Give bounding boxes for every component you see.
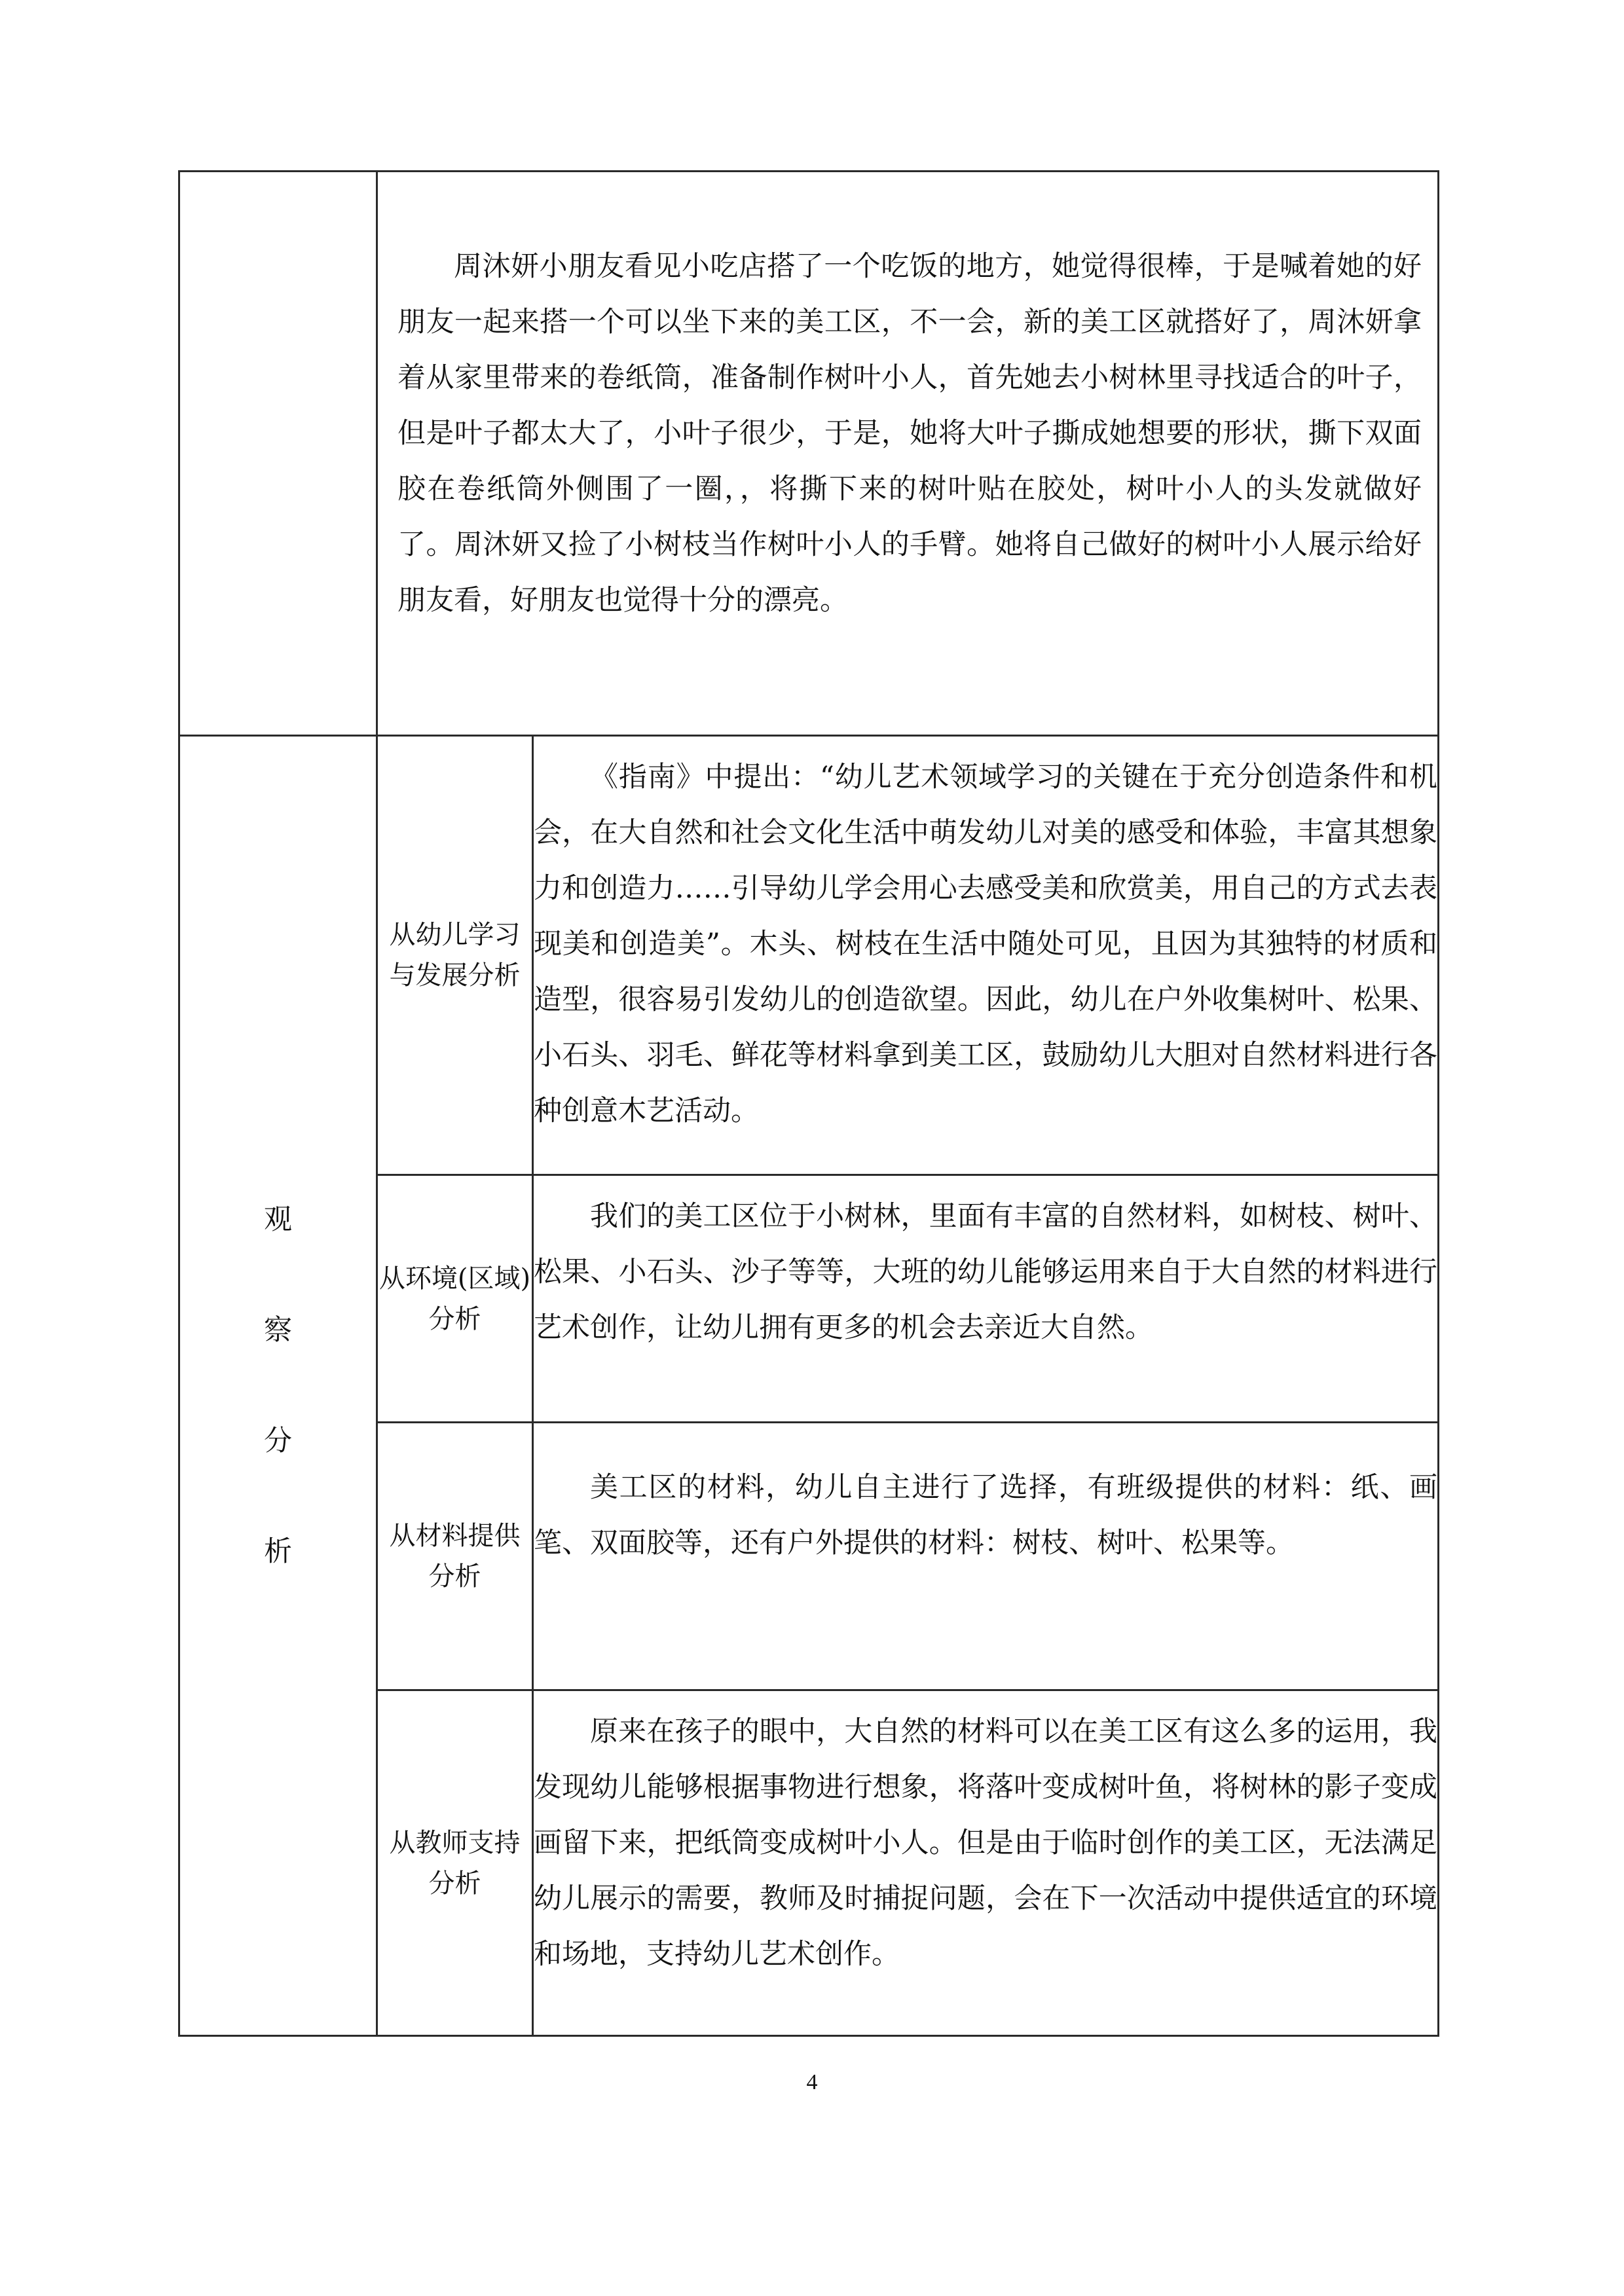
analysis-section-label xyxy=(179,736,377,2036)
analysis-text: 美工区的材料，幼儿自主进行了选择，有班级提供的材料：纸、画笔、双面胶等，还有户外提供的材料：树枝、树叶、松果等。 xyxy=(534,1471,1437,1559)
section-label-char: 析 xyxy=(264,1535,292,1568)
analysis-sublabel: 从材料提供分析 xyxy=(377,1423,533,1690)
analysis-text-cell xyxy=(533,1690,1439,2036)
analysis-sublabel: 从幼儿学习与发展分析 xyxy=(377,736,533,1175)
analysis-text-cell xyxy=(533,1423,1439,1690)
analysis-sublabel: 从教师支持分析 xyxy=(377,1690,533,2036)
analysis-text-cell xyxy=(533,1175,1439,1423)
observation-record-cell xyxy=(377,172,1439,736)
observation-record-row xyxy=(179,172,1439,736)
section-label-char: 观 xyxy=(264,1203,292,1236)
analysis-row-child-development xyxy=(179,736,1439,1175)
analysis-text: 原来在孩子的眼中，大自然的材料可以在美工区有这么多的运用，我发现幼儿能够根据事物进行想象，将落叶变成树叶鱼，将树林的影子变成画留下来，把纸筒变成树叶小人。但是由于临时创作的美工区，无法满足幼儿展示的需要，教师及时捕捉问题，会在下一次活动中提供适宜的环境和场地，支持幼儿艺术创作。 xyxy=(534,1715,1437,1971)
analysis-text-cell xyxy=(533,736,1439,1175)
observation-label-cell xyxy=(179,172,377,736)
observation-table xyxy=(178,170,1439,2037)
section-label-char: 察 xyxy=(264,1313,292,1347)
section-label-char: 分 xyxy=(264,1424,292,1457)
page-number: 4 xyxy=(806,2070,818,2094)
analysis-sublabel: 从环境(区域)分析 xyxy=(377,1175,533,1423)
observation-record-text: 周沐妍小朋友看见小吃店搭了一个吃饭的地方，她觉得很棒，于是喊着她的好朋友一起来搭一个可以坐下来的美工区，不一会，新的美工区就搭好了，周沐妍拿着从家里带来的卷纸筒，准备制作树叶小人，首先她去小树林里寻找适合的叶子，但是叶子都太大了，小叶子很少，于是，她将大叶子撕成她想要的形状，撕下双面胶在卷纸筒外侧围了一圈，，将撕下来的树叶贴在胶处，树叶小人的头发就做好了。周沐妍又捡了小树枝当作树叶小人的手臂。她将自己做好的树叶小人展示给好朋友看，好朋友也觉得十分的漂亮。 xyxy=(397,250,1422,617)
analysis-text: 《指南》中提出：“幼儿艺术领域学习的关键在于充分创造条件和机会，在大自然和社会文化生活中萌发幼儿对美的感受和体验，丰富其想象力和创造力……引导幼儿学会用心去感受美和欣赏美，用自己的方式去表现美和创造美”。木头、树枝在生活中随处可见，且因为其独特的材质和造型，很容易引发幼儿的创造欲望。因此，幼儿在户外收集树叶、松果、小石头、羽毛、鲜花等材料拿到美工区，鼓励幼儿大胆对自然材料进行各种创意木艺活动。 xyxy=(534,761,1437,1127)
analysis-text: 我们的美工区位于小树林，里面有丰富的自然材料，如树枝、树叶、松果、小石头、沙子等等，大班的幼儿能够运用来自于大自然的材料进行艺术创作，让幼儿拥有更多的机会去亲近大自然。 xyxy=(534,1200,1437,1344)
